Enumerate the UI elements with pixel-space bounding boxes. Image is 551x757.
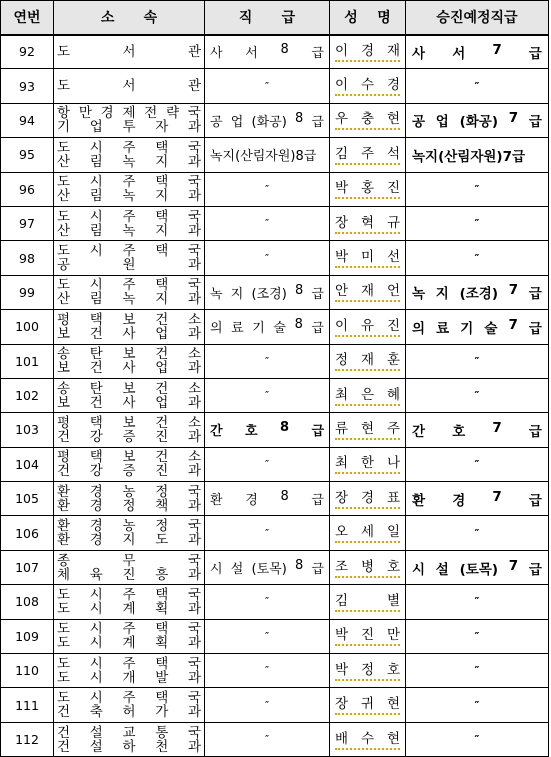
- division-line: 공 원 과: [57, 257, 201, 274]
- current-grade-ditto-mark: ″: [264, 629, 270, 643]
- employee-name-cell: [330, 722, 406, 756]
- promotion-grade-ditto-mark: ″: [474, 595, 480, 609]
- promotion-grade-ditto-mark: ″: [474, 629, 480, 643]
- department-line: 도 시 주 택 국: [57, 655, 201, 672]
- promotion-grade-cell: [406, 138, 549, 172]
- promotion-grade-cell: [406, 206, 549, 240]
- row-number: 99: [1, 275, 54, 309]
- promotion-grade-ditto-mark: ″: [474, 182, 480, 196]
- promotion-grade-cell: [406, 619, 549, 653]
- employee-name: 장 혁 규: [335, 214, 400, 234]
- row-number: 112: [1, 722, 54, 756]
- current-grade-cell: [205, 722, 330, 756]
- current-grade-cell: [205, 688, 330, 722]
- current-grade-cell: [205, 619, 330, 653]
- current-grade-text: 사 서 8 급: [210, 42, 324, 62]
- employee-name-cell: [330, 585, 406, 619]
- promotion-grade-text: 사 서 7 급: [412, 41, 542, 62]
- current-grade-cell: [205, 482, 330, 516]
- division-line: 환 경 지 도 과: [57, 532, 201, 549]
- department-cell: [54, 516, 205, 550]
- current-grade-ditto-mark: ″: [264, 389, 270, 403]
- header-dept: 소 속: [54, 1, 205, 35]
- table-row: [1, 516, 549, 550]
- promotion-grade-ditto-mark: ″: [474, 526, 480, 540]
- current-grade-cell: [205, 516, 330, 550]
- employee-name-cell: [330, 344, 406, 378]
- employee-name: 이 경 재: [335, 42, 400, 62]
- division-line: 산 림 녹 지 과: [57, 153, 201, 170]
- table-row: [1, 103, 549, 137]
- current-grade-cell: [205, 447, 330, 481]
- employee-name: 김 주 석: [335, 145, 400, 165]
- current-grade-text: 녹지(산림자원)8급: [210, 149, 317, 165]
- current-grade-ditto-mark: ″: [264, 526, 270, 540]
- employee-name: 오 세 일: [335, 523, 400, 543]
- table-row: [1, 482, 549, 516]
- department-line: 도 시 주 택 국: [57, 208, 201, 225]
- employee-name-cell: [330, 241, 406, 275]
- employee-name-cell: [330, 206, 406, 240]
- promotion-grade-ditto-mark: ″: [474, 733, 480, 746]
- table-row: [1, 310, 549, 344]
- division-line: 산 림 녹 지 과: [57, 222, 201, 239]
- department-cell: [54, 482, 205, 516]
- row-number: 106: [1, 516, 54, 550]
- current-grade-ditto-mark: ″: [264, 251, 270, 265]
- department-line: 도 시 주 택 국: [57, 621, 201, 638]
- current-grade-ditto-mark: ″: [264, 354, 270, 368]
- table-row: [1, 585, 549, 619]
- division-line: 건 강 증 진 과: [57, 463, 201, 480]
- department-line: 도 서 관: [57, 43, 201, 60]
- division-line: 기 업 투 자 과: [57, 119, 201, 136]
- promotion-grade-cell: [406, 35, 549, 69]
- division-line: 체 육 진 흥 과: [57, 566, 201, 583]
- header-row: [1, 1, 549, 35]
- division-line: 도 시 계 획 과: [57, 600, 201, 617]
- division-line: 보 건 사 업 과: [57, 325, 201, 342]
- table-row: [1, 654, 549, 688]
- employee-name-cell: [330, 619, 406, 653]
- division-line: 건 설 하 천 과: [57, 738, 201, 755]
- department-cell: [54, 241, 205, 275]
- employee-name-cell: [330, 413, 406, 447]
- department-line: 도 시 주 택 국: [57, 277, 201, 294]
- employee-name: 김 별: [335, 592, 400, 612]
- current-grade-cell: [205, 654, 330, 688]
- current-grade-cell: [205, 138, 330, 172]
- table-row: [1, 688, 549, 722]
- department-line: 도 시 주 택 국: [57, 174, 201, 191]
- header-name: 성 명: [330, 1, 406, 35]
- employee-name: 박 미 선: [335, 248, 400, 268]
- employee-name-cell: [330, 550, 406, 584]
- department-line: 도 시 주 택 국: [57, 243, 201, 260]
- employee-name: 배 수 현: [335, 730, 400, 750]
- current-grade-text: 의 료 기 술 8 급: [210, 317, 324, 337]
- department-cell: [54, 688, 205, 722]
- department-cell: [54, 413, 205, 447]
- department-cell: [54, 275, 205, 309]
- promotion-grade-cell: [406, 378, 549, 412]
- row-number: 98: [1, 241, 54, 275]
- header-promo: 승진예정직급: [406, 1, 549, 35]
- current-grade-ditto-mark: ″: [264, 217, 270, 231]
- promotion-grade-ditto-mark: ″: [474, 664, 480, 678]
- current-grade-text: 녹 지 (조경) 8 급: [210, 282, 324, 302]
- department-line: 도 시 주 택 국: [57, 586, 201, 603]
- department-line: 평 택 보 건 소: [57, 311, 201, 328]
- department-line: 송 탄 보 건 소: [57, 346, 201, 363]
- employee-name-cell: [330, 654, 406, 688]
- promotion-grade-text: 간 호 7 급: [412, 419, 542, 440]
- table-row: [1, 275, 549, 309]
- department-cell: [54, 35, 205, 69]
- row-number: 111: [1, 688, 54, 722]
- current-grade-text: 공 업 (화공) 8 급: [210, 110, 324, 130]
- employee-name-cell: [330, 688, 406, 722]
- department-line: 송 탄 보 건 소: [57, 380, 201, 397]
- division-line: 보 건 사 업 과: [57, 360, 201, 377]
- promotion-grade-cell: [406, 447, 549, 481]
- promotion-grade-cell: [406, 482, 549, 516]
- division-line: 건 축 허 가 과: [57, 704, 201, 721]
- row-number: 94: [1, 103, 54, 137]
- current-grade-cell: [205, 275, 330, 309]
- employee-name-cell: [330, 35, 406, 69]
- row-number: 110: [1, 654, 54, 688]
- current-grade-cell: [205, 172, 330, 206]
- table-row: [1, 722, 549, 756]
- employee-name: 우 충 현: [335, 110, 400, 130]
- table-row: [1, 69, 549, 103]
- department-cell: [54, 722, 205, 756]
- department-line: 도 시 주 택 국: [57, 139, 201, 156]
- row-number: 93: [1, 69, 54, 103]
- current-grade-cell: [205, 69, 330, 103]
- promotion-grade-ditto-mark: ″: [474, 457, 480, 471]
- employee-name-cell: [330, 516, 406, 550]
- employee-name-cell: [330, 310, 406, 344]
- promotion-grade-cell: [406, 550, 549, 584]
- employee-name: 류 현 주: [335, 420, 400, 440]
- employee-name-cell: [330, 69, 406, 103]
- promotion-grade-cell: [406, 275, 549, 309]
- promotion-grade-cell: [406, 585, 549, 619]
- promotion-grade-text: 시 설 (토목) 7 급: [412, 557, 542, 578]
- row-number: 104: [1, 447, 54, 481]
- table-row: [1, 172, 549, 206]
- department-line: 평 택 보 건 소: [57, 414, 201, 431]
- current-grade-text: 환 경 8 급: [210, 489, 324, 509]
- current-grade-cell: [205, 378, 330, 412]
- promotion-grade-cell: [406, 172, 549, 206]
- employee-name: 장 귀 현: [335, 695, 400, 715]
- current-grade-text: 시 설 (토목) 8 급: [210, 558, 324, 578]
- department-line: 도 서 관: [57, 78, 201, 95]
- current-grade-text: 간 호 8 급: [210, 420, 324, 440]
- department-cell: [54, 585, 205, 619]
- current-grade-cell: [205, 585, 330, 619]
- employee-name: 최 한 나: [335, 454, 400, 474]
- table-row: [1, 413, 549, 447]
- department-line: 환 경 농 정 국: [57, 483, 201, 500]
- employee-name: 정 재 훈: [335, 351, 400, 371]
- row-number: 108: [1, 585, 54, 619]
- row-number: 95: [1, 138, 54, 172]
- division-line: 건 강 증 진 과: [57, 428, 201, 445]
- employee-name-cell: [330, 482, 406, 516]
- current-grade-ditto-mark: ″: [264, 457, 270, 471]
- row-number: 92: [1, 35, 54, 69]
- promotion-grade-ditto-mark: ″: [474, 354, 480, 368]
- current-grade-cell: [205, 413, 330, 447]
- promotion-grade-text: 환 경 7 급: [412, 488, 542, 509]
- promotion-grade-cell: [406, 344, 549, 378]
- promotion-grade-text: 녹 지 (조경) 7 급: [412, 282, 542, 303]
- header-grade: 직 급: [205, 1, 330, 35]
- promotion-grade-ditto-mark: ″: [474, 389, 480, 403]
- department-cell: [54, 344, 205, 378]
- table-row: [1, 241, 549, 275]
- employee-name: 조 병 호: [335, 558, 400, 578]
- department-cell: [54, 103, 205, 137]
- current-grade-cell: [205, 344, 330, 378]
- row-number: 105: [1, 482, 54, 516]
- department-cell: [54, 654, 205, 688]
- department-cell: [54, 138, 205, 172]
- current-grade-ditto-mark: ″: [264, 733, 270, 746]
- promotion-grade-text: 공 업 (화공) 7 급: [412, 110, 542, 131]
- department-cell: [54, 447, 205, 481]
- table-row: [1, 378, 549, 412]
- current-grade-cell: [205, 550, 330, 584]
- current-grade-ditto-mark: ″: [264, 664, 270, 678]
- current-grade-cell: [205, 241, 330, 275]
- row-number: 96: [1, 172, 54, 206]
- employee-name: 이 유 진: [335, 317, 400, 337]
- promotion-grade-ditto-mark: ″: [474, 251, 480, 265]
- table-row: [1, 344, 549, 378]
- employee-name: 박 정 호: [335, 661, 400, 681]
- division-line: 도 시 개 발 과: [57, 669, 201, 686]
- employee-name-cell: [330, 172, 406, 206]
- department-cell: [54, 172, 205, 206]
- promotion-grade-cell: [406, 413, 549, 447]
- employee-name: 장 경 표: [335, 489, 400, 509]
- employee-name: 이 수 경: [335, 76, 400, 96]
- table-row: [1, 206, 549, 240]
- promotion-grade-text: 녹지(산림자원)7급: [412, 148, 526, 165]
- employee-name-cell: [330, 447, 406, 481]
- employee-name-cell: [330, 378, 406, 412]
- department-line: 건 설 교 통 국: [57, 724, 201, 741]
- current-grade-ditto-mark: ″: [264, 698, 270, 712]
- current-grade-cell: [205, 35, 330, 69]
- promotion-grade-text: 의 료 기 술 7 급: [412, 316, 542, 337]
- table-row: [1, 35, 549, 69]
- employee-name-cell: [330, 103, 406, 137]
- promotion-grade-ditto-mark: ″: [474, 698, 480, 712]
- division-line: 보 건 사 업 과: [57, 394, 201, 411]
- current-grade-ditto-mark: ″: [264, 79, 270, 93]
- department-cell: [54, 550, 205, 584]
- department-cell: [54, 378, 205, 412]
- row-number: 100: [1, 310, 54, 344]
- promotion-grade-cell: [406, 310, 549, 344]
- row-number: 103: [1, 413, 54, 447]
- row-number: 107: [1, 550, 54, 584]
- department-line: 종 무 국: [57, 552, 201, 569]
- table-row: [1, 619, 549, 653]
- department-line: 도 시 주 택 국: [57, 690, 201, 707]
- employee-name: 최 은 혜: [335, 386, 400, 406]
- employee-name-cell: [330, 138, 406, 172]
- promotion-grade-cell: [406, 654, 549, 688]
- division-line: 환 경 정 책 과: [57, 497, 201, 514]
- department-line: 평 택 보 건 소: [57, 449, 201, 466]
- table-row: [1, 550, 549, 584]
- promotion-grade-cell: [406, 722, 549, 756]
- row-number: 102: [1, 378, 54, 412]
- current-grade-cell: [205, 310, 330, 344]
- current-grade-ditto-mark: ″: [264, 182, 270, 196]
- department-cell: [54, 206, 205, 240]
- promotion-grade-ditto-mark: ″: [474, 79, 480, 93]
- header-no: 연번: [1, 1, 54, 35]
- department-cell: [54, 69, 205, 103]
- department-line: 항 만 경 제 전 략 국: [57, 105, 201, 122]
- current-grade-cell: [205, 206, 330, 240]
- promotion-grade-cell: [406, 241, 549, 275]
- current-grade-cell: [205, 103, 330, 137]
- division-line: 도 시 계 획 과: [57, 635, 201, 652]
- row-number: 101: [1, 344, 54, 378]
- department-line: 환 경 농 정 국: [57, 518, 201, 535]
- employee-name-cell: [330, 275, 406, 309]
- employee-name: 안 재 언: [335, 282, 400, 302]
- division-line: 산 림 녹 지 과: [57, 291, 201, 308]
- employee-name: 박 홍 진: [335, 179, 400, 199]
- promotion-grade-cell: [406, 516, 549, 550]
- table-body: [1, 35, 549, 757]
- promotion-grade-cell: [406, 69, 549, 103]
- table-row: [1, 138, 549, 172]
- employee-name: 박 진 만: [335, 626, 400, 646]
- current-grade-ditto-mark: ″: [264, 595, 270, 609]
- row-number: 109: [1, 619, 54, 653]
- table-row: [1, 447, 549, 481]
- promotion-grade-cell: [406, 688, 549, 722]
- department-cell: [54, 619, 205, 653]
- row-number: 97: [1, 206, 54, 240]
- department-cell: [54, 310, 205, 344]
- promotion-grade-cell: [406, 103, 549, 137]
- promotion-grade-ditto-mark: ″: [474, 217, 480, 231]
- division-line: 산 림 녹 지 과: [57, 188, 201, 205]
